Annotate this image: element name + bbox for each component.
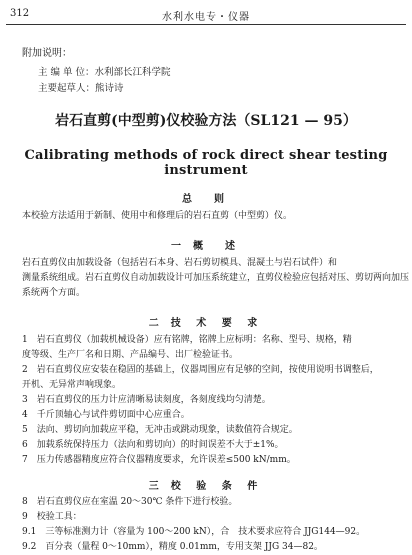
section-heading-requirements <box>0 314 412 329</box>
condition-item: 9.2 百分表（量程 0～10mm），精度 0.01mm，专用支架 JJG 34—82。 <box>22 542 323 552</box>
appendix-drafter: 主要起草人：熊诗诗 <box>38 83 124 94</box>
general-text: 本校验方法适用于新制、使用中和修理后的岩石直剪（中型剪）仪。 <box>22 211 293 221</box>
overview-line-2: 测量系统组成。岩石直剪仪自动加载设计可加压系统建立，直剪仪检验应包括对压、剪切两向加压 <box>22 273 410 283</box>
journal-title: 水利水电专・仪器 <box>162 12 250 23</box>
section-number: 三 <box>148 481 165 492</box>
requirement-item: 3 岩石直剪仪的压力计应清晰易读刻度，各刻度线均匀清楚。 <box>22 395 271 405</box>
requirement-item: 4 千斤顶轴心与试件剪切面中心应重合。 <box>22 410 190 420</box>
appendix-editor-unit: 主 编 单 位：水利部长江科学院 <box>38 67 171 78</box>
section-title: 校 验 条 件 <box>170 481 264 492</box>
requirement-item: 1 岩石直剪仪（加载机械设备）应有铭牌，铭牌上应标明：名称、型号、规格，精 <box>22 335 352 345</box>
section-heading-general: 总 则 <box>182 194 230 205</box>
condition-item: 8 岩石直剪仪应在室温 20～30℃ 条件下进行校验。 <box>22 497 238 507</box>
section-title: 概 述 <box>193 241 241 252</box>
requirement-item: 度等级、生产厂名和日期、产品编号、出厂检验证书。 <box>22 350 239 360</box>
section-number: 二 <box>148 318 165 329</box>
document-title: 岩石直剪(中型剪)仪校验方法（SL121 — 95） <box>55 113 357 129</box>
page-header <box>0 8 412 22</box>
english-title: Calibrating methods of rock direct shear testing instrument <box>24 148 388 178</box>
requirement-item: 7 压力传感器精度应符合仪器精度要求，允许误差≤500 kN/mm。 <box>22 455 296 465</box>
requirement-item: 2 岩石直剪仪应安装在稳固的基础上，仪器周围应有足够的空间，按使用说明书调整后， <box>22 365 379 375</box>
section-number: 一 <box>171 241 187 252</box>
condition-item: 9.1 三等标准测力计（容量为 100～200 kN），合 技术要求应符合 JJG144—92。 <box>22 527 366 537</box>
requirement-item: 5 法向、剪切向加载应平稳，无冲击或跳动现象，读数值符合规定。 <box>22 425 298 435</box>
page-number: 312 <box>10 8 30 19</box>
section-heading-conditions <box>0 477 412 492</box>
overview-line-1: 岩石直剪仪由加载设备（包括岩石本身、岩石剪切模具、混凝土与岩石试件）和 <box>22 258 338 268</box>
section-title: 技 术 要 求 <box>170 318 264 329</box>
section-heading-overview <box>0 237 412 252</box>
header-rule <box>6 24 406 25</box>
overview-line-3: 系统两个方面。 <box>22 288 86 298</box>
requirement-item: 6 加载系统保持压力（法向和剪切向）的时间误差不大于±1%。 <box>22 440 284 450</box>
appendix-label: 附加说明： <box>22 48 72 59</box>
condition-item: 9 校验工具： <box>22 512 82 522</box>
requirement-item: 开机、无异常声响现象。 <box>22 380 122 390</box>
